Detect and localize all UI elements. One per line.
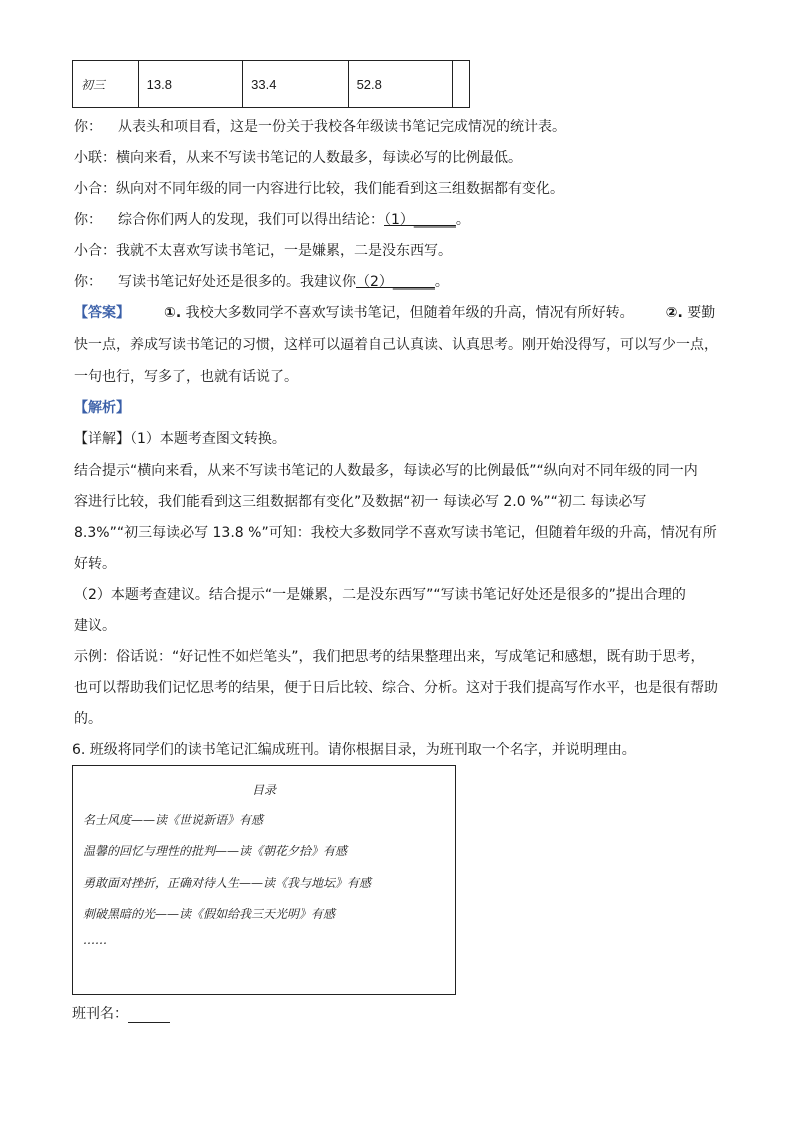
analysis-line	[74, 429, 286, 449]
answer-mark-2: ②.	[665, 305, 683, 321]
speaker-label: 小合：	[74, 181, 116, 197]
toc-item: 刺破黑暗的光——读《假如给我三天光明》有感	[83, 907, 336, 921]
analysis-text: （1）本题考查图文转换。	[130, 431, 286, 447]
answer-text-2: 要勤	[687, 305, 716, 321]
speaker-label: 小联：	[74, 150, 116, 166]
analysis-line: 的。	[74, 711, 102, 727]
table-cell-value: 33.4	[243, 61, 348, 107]
dialogue-line	[74, 241, 452, 261]
analysis-line: 8.3%”“初三每读必写 13.8 %”可知：我校大多数同学不喜欢写读书笔记，但随着年级的升高，情况有所	[74, 525, 717, 541]
toc-item: ……	[83, 933, 107, 947]
dialogue-line	[74, 272, 449, 292]
analysis-line: 建议。	[74, 618, 116, 634]
answer-tag: 【答案】	[74, 305, 130, 321]
dialogue-line	[74, 117, 566, 137]
analysis-tag-line	[74, 398, 130, 418]
punctuation: 。	[455, 212, 470, 228]
speaker-label: 你：	[74, 119, 102, 135]
answer-blank-2: （2）______	[356, 274, 435, 290]
punctuation: 。	[434, 274, 449, 290]
dialogue-line	[74, 148, 522, 168]
analysis-line: 示例：俗话说：“好记性不如烂笔头”，我们把思考的结果整理出来，写成笔记和感想，既有助于思考，	[74, 649, 705, 665]
dialogue-text: 横向来看，从来不写读书笔记的人数最多，每读必写的比例最低。	[116, 150, 522, 166]
table-cell-value	[453, 61, 469, 107]
question-6: 6. 班级将同学们的读书笔记汇编成班刊。请你根据目录，为班刊取一个名字，并说明理由。	[72, 742, 636, 758]
answer-line-2: 快一点，养成写读书笔记的习惯，这样可以逼着自己认真读、认真思考。刚开始没得写，可以写少一点，	[74, 337, 718, 353]
answer-line-1	[74, 303, 715, 323]
dialogue-text: 纵向对不同年级的同一内容进行比较，我们能看到这三组数据都有变化。	[116, 181, 564, 197]
class-journal-name-line	[72, 1003, 170, 1023]
speaker-label: 你：	[74, 274, 102, 290]
toc-item: 勇敢面对挫折，正确对待人生——读《我与地坛》有感	[83, 876, 372, 890]
table-cell-grade: 初三	[73, 61, 139, 107]
analysis-line: 也可以帮助我们记忆思考的结果，便于日后比较、综合、分析。这对于我们提高写作水平，也是很有帮助	[74, 680, 718, 696]
dialogue-line	[74, 210, 470, 230]
dialogue-text: 我就不太喜欢写读书笔记，一是嫌累，二是没东西写。	[116, 243, 452, 259]
speaker-label: 小合：	[74, 243, 116, 259]
speaker-label: 你：	[74, 212, 102, 228]
grade-table-row	[72, 60, 470, 108]
class-journal-name-blank[interactable]	[128, 1008, 170, 1023]
analysis-line: （2）本题考查建议。结合提示“一是嫌累，二是没东西写”“写读书笔记好处还是很多的”提出合理的	[74, 587, 686, 603]
table-cell-value: 13.8	[139, 61, 243, 107]
detail-tag: 【详解】	[74, 431, 130, 447]
table-of-contents-box	[72, 765, 456, 995]
toc-item: 温馨的回忆与理性的批判——读《朝花夕拾》有感	[83, 844, 348, 858]
analysis-line: 好转。	[74, 556, 116, 572]
class-journal-label: 班刊名：	[72, 1006, 128, 1022]
toc-title: 目录	[251, 783, 276, 797]
analysis-line: 结合提示“横向来看，从来不写读书笔记的人数最多，每读必写的比例最低”“纵向对不同年级的同一内	[74, 463, 698, 479]
table-cell-value: 52.8	[349, 61, 453, 107]
answer-line-3: 一句也行，写多了，也就有话说了。	[74, 369, 298, 385]
analysis-line: 容进行比较，我们能看到这三组数据都有变化”及数据“初一 每读必写 2.0 %”“初二 每读必写	[74, 494, 647, 510]
dialogue-text: 综合你们两人的发现，我们可以得出结论：	[118, 212, 384, 228]
answer-text-1: 我校大多数同学不喜欢写读书笔记，但随着年级的升高，情况有所好转。	[185, 305, 634, 321]
answer-mark-1: ①.	[164, 305, 182, 321]
answer-blank-1: （1）______	[384, 212, 456, 228]
toc-item: 名士风度——读《世说新语》有感	[83, 813, 264, 827]
analysis-tag: 【解析】	[74, 400, 130, 416]
dialogue-text: 从表头和项目看，这是一份关于我校各年级读书笔记完成情况的统计表。	[118, 119, 566, 135]
dialogue-line	[74, 179, 564, 199]
dialogue-text: 写读书笔记好处还是很多的。我建议你	[118, 274, 356, 290]
